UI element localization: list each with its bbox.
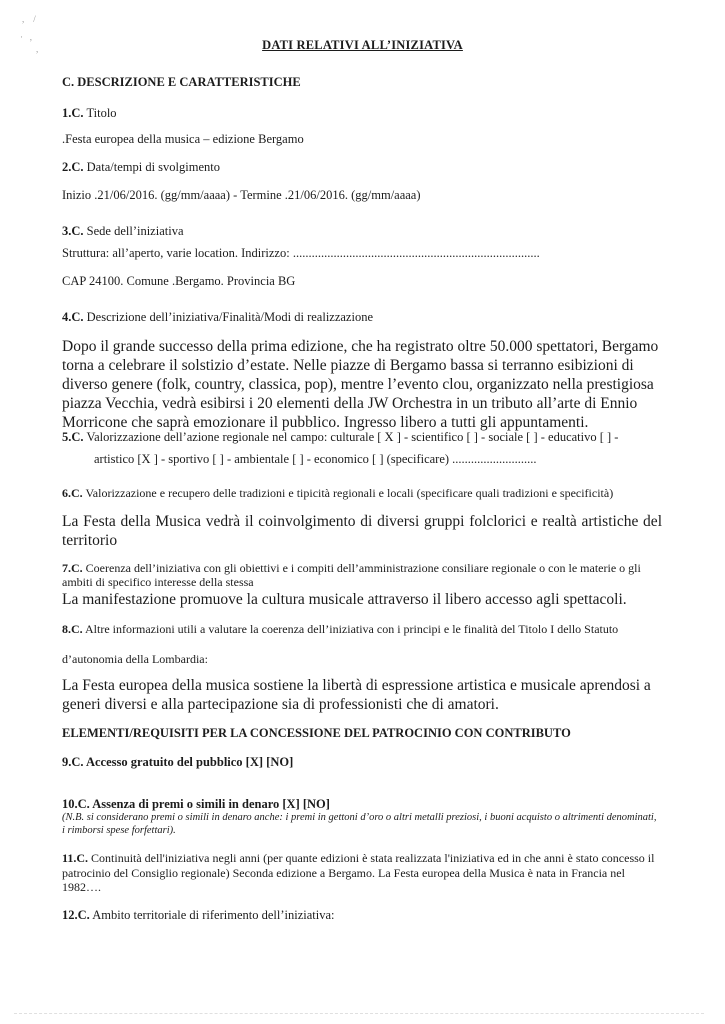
field-2c-value: Inizio .21/06/2016. (gg/mm/aaaa) - Termine .21/06/2016. (gg/mm/aaaa) [62, 188, 421, 202]
section-heading: ELEMENTI/REQUISITI PER LA CONCESSIONE DEL PATROCINIO CON CONTRIBUTO [62, 726, 571, 740]
scan-mark: · , [20, 32, 32, 42]
field-number: 12.C. [62, 908, 90, 922]
field-9c: 9.C. Accesso gratuito del pubblico [X] [NO] [62, 755, 294, 769]
field-number: 5.C. [62, 430, 84, 444]
field-2c-label [62, 160, 220, 175]
field-number: 7.C. [62, 561, 83, 575]
field-number: 6.C. [62, 486, 83, 500]
section-heading: C. DESCRIZIONE E CARATTERISTICHE [62, 75, 301, 89]
field-label: Coerenza dell’iniziativa con gli obiettivi e i compiti dell’amministrazione consiliare regionale o con le materie o gli ambiti di specifico interesse della stessa [62, 561, 641, 589]
field-3c-label [62, 224, 184, 239]
field-number: 8.C. [62, 622, 83, 636]
field-7c-body: La manifestazione promuove la cultura musicale attraverso il libero accesso agli spettacoli. [62, 591, 627, 608]
field-text: Continuità dell'iniziativa negli anni (per quante edizioni è stata realizzata l'iniziativa ed in che anni è stato concesso il patrocinio del Consiglio regionale) Seconda edizione a Bergamo. La Festa europea della Musica è nata in Francia nel 1982…. [62, 851, 655, 894]
scan-mark: , / [22, 14, 36, 24]
field-6c-label [62, 486, 613, 501]
field-8c-label-cont: d’autonomia della Lombardia: [62, 652, 208, 666]
field-number: 3.C. [62, 224, 84, 238]
field-8c-body: La Festa europea della musica sostiene la libertà di espressione artistica e musicale aprendosi a generi diversi e alla partecipazione sia di professionisti che di amatori. [62, 677, 651, 713]
field-label: Ambito territoriale di riferimento dell’iniziativa: [92, 908, 335, 922]
field-label: Sede dell’iniziativa [86, 224, 184, 238]
field-label: Descrizione dell’iniziativa/Finalità/Modi di realizzazione [86, 310, 374, 324]
field-11c [62, 851, 662, 895]
field-3c-city: CAP 24100. Comune .Bergamo. Provincia BG [62, 274, 296, 288]
field-4c-description: Dopo il grande successo della prima edizione, che ha registrato oltre 50.000 spettatori, Bergamo torna a celebrare il solstizio d’estate. Nelle piazze di Bergamo bassa si terranno esibizioni di diverso genere (folk, country, classica, pop), mentre l’evento clou, organizzato nella prestigiosa piazza Vecchia, vedrà esibirsi i 20 elementi della JW Orchestra in un tributo all’arte di Ennio Morricone che saprà emozionare il pubblico. Ingresso libero a tutti gli appuntamenti. [62, 338, 659, 431]
field-label: Valorizzazione e recupero delle tradizioni e tipicità regionali e locali (specificare quali tradizioni e specificità) [85, 486, 614, 500]
field-label: Data/tempi di svolgimento [86, 160, 220, 174]
field-1c-value: .Festa europea della musica – edizione Bergamo [62, 132, 304, 146]
field-6c-body: La Festa della Musica vedrà il coinvolgimento di diversi gruppi folclorici e realtà artistiche del territorio [62, 513, 662, 549]
field-number: 1.C. [62, 106, 84, 120]
field-text: Valorizzazione dell’azione regionale nel campo: culturale [ X ] - scientifico [ ] - sociale [ ] - educativo [ ] - [86, 430, 619, 444]
field-7c-label [62, 561, 662, 589]
field-1c-label [62, 106, 117, 121]
page-title: DATI RELATIVI ALL’INIZIATIVA [262, 38, 463, 52]
field-8c-label [62, 622, 618, 637]
field-number: 4.C. [62, 310, 84, 324]
field-10c: 10.C. Assenza di premi o simili in denaro [X] [NO] [62, 797, 330, 811]
field-5c-line2: artistico [X ] - sportivo [ ] - ambientale [ ] - economico [ ] (specificare) ........................... [94, 452, 537, 466]
field-3c-address: Struttura: all’aperto, varie location. Indirizzo: ............................................................................... [62, 246, 540, 260]
field-10c-note: (N.B. si considerano premi o simili in denaro anche: i premi in gettoni d’oro o altri metalli preziosi, i buoni acquisto o altrimenti denominati, i rimborsi spese forfettari). [62, 812, 657, 836]
field-5c-line1 [62, 430, 618, 445]
field-label: Titolo [86, 106, 117, 120]
field-number: 11.C. [62, 851, 89, 865]
field-12c-label [62, 908, 335, 923]
scan-edge [14, 1013, 704, 1014]
field-label: Altre informazioni utili a valutare la coerenza dell’iniziativa con i principi e le finalità del Titolo I dello Statuto [85, 622, 619, 636]
scan-mark: , [36, 44, 39, 54]
field-number: 2.C. [62, 160, 84, 174]
field-4c-label [62, 310, 373, 325]
